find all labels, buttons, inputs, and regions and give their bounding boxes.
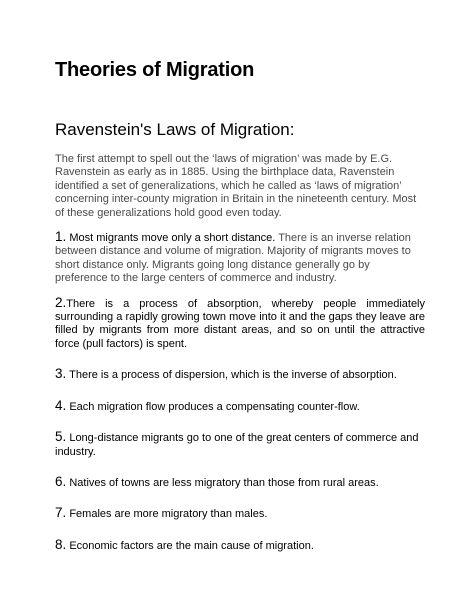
law-lead: Economic factors are the main cause of migration. <box>66 539 314 552</box>
law-number: 8. <box>55 536 67 552</box>
law-item-1 <box>55 230 425 286</box>
law-item-5 <box>55 430 425 459</box>
law-item-7 <box>55 506 425 521</box>
law-number: 6. <box>55 473 67 489</box>
law-lead: There is a process of absorption, whereby people immediately surrounding a rapidly growing town move into it and the gaps they leave are filled by migrants from more distant areas, and so on until the attractive force (pull factors) is spent. <box>55 297 425 350</box>
law-number: 5. <box>55 429 67 445</box>
law-number: 3. <box>55 366 67 382</box>
law-item-3 <box>55 367 425 382</box>
law-detail: There is an inverse relation between distance and volume of migration. Majority of migrants moves to short distance only. Migrants going long distance generally go by preference to the large centers of commerce and industry. <box>55 232 411 285</box>
law-lead: Natives of towns are less migratory than those from rural areas. <box>66 476 379 489</box>
document-body <box>55 58 425 553</box>
law-lead: Each migration flow produces a compensating counter-flow. <box>66 400 360 413</box>
law-lead: Most migrants move only a short distance. <box>66 232 276 245</box>
law-item-2 <box>55 296 425 352</box>
law-number: 2. <box>55 294 67 310</box>
law-item-6 <box>55 475 425 490</box>
law-item-8 <box>55 538 425 553</box>
law-lead: Long-distance migrants go to one of the great centers of commerce and industry. <box>55 432 419 458</box>
law-item-4 <box>55 399 425 414</box>
law-number: 7. <box>55 505 67 521</box>
law-lead: Females are more migratory than males. <box>66 508 268 521</box>
page-title: Theories of Migration <box>55 59 255 81</box>
intro-paragraph: The first attempt to spell out the ‘laws of migration’ was made by E.G. Ravenstein as early as in 1885. Using the birthplace data, Ravenstein identified a set of generalizations, which he called as ‘laws of migration’ concerning inter-county migration in Britain in the nineteenth century. Most of these generalizations hold good even today. <box>55 153 417 219</box>
law-lead: There is a process of dispersion, which is the inverse of absorption. <box>66 369 397 382</box>
section-heading: Ravenstein's Laws of Migration: <box>55 120 295 139</box>
law-number: 4. <box>55 397 67 413</box>
law-number: 1. <box>55 229 67 245</box>
